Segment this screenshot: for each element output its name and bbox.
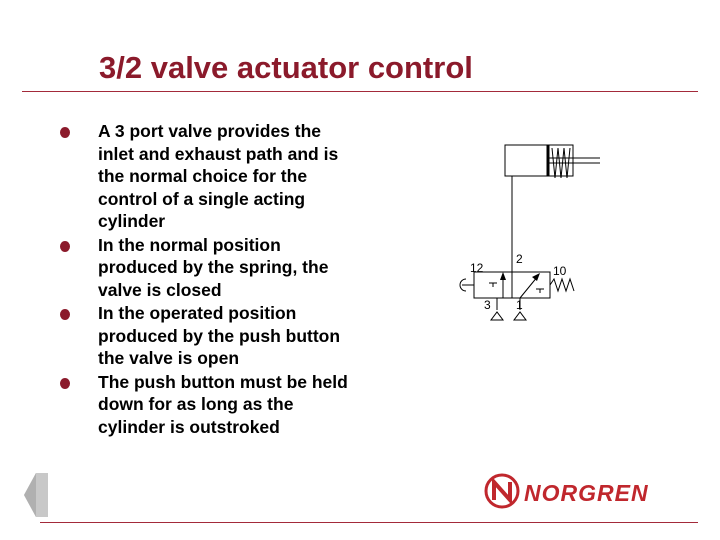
bullet-dot: [60, 378, 70, 389]
bullet-text: The push button must be held down for as long as the cylinder is outstroked: [98, 371, 348, 437]
exhaust-symbol: [491, 312, 503, 320]
bullet-text: In the normal position produced by the spring, the valve is closed: [98, 234, 329, 300]
bullet-list: [60, 120, 360, 439]
logo-wordmark: NORGREN: [524, 480, 649, 506]
footer-divider: [40, 522, 698, 523]
norgren-logo: [484, 472, 696, 512]
bullet-text: A 3 port valve provides the inlet and exhaust path and is the normal choice for the control of a single acting cylinder: [98, 121, 339, 231]
port-label-2: 2: [516, 252, 523, 266]
port-label-1: 1: [516, 298, 523, 312]
left-arrow-icon[interactable]: [22, 470, 52, 520]
slide-title: 3/2 valve actuator control: [99, 50, 473, 85]
bullet-dot: [60, 309, 70, 320]
bullet-item: [60, 302, 360, 370]
port-label-3: 3: [484, 298, 491, 312]
port-label-10: 10: [553, 264, 567, 278]
port-label-12: 12: [470, 261, 484, 275]
supply-symbol: [514, 312, 526, 320]
bullet-text: In the operated position produced by the push button the valve is open: [98, 303, 341, 368]
title-divider: [22, 91, 698, 92]
valve-spring: [550, 279, 574, 291]
pneumatic-circuit-diagram: [450, 140, 600, 330]
bullet-item: [60, 120, 360, 233]
bullet-item: [60, 371, 360, 439]
bullet-item: [60, 234, 360, 302]
bullet-dot: [60, 241, 70, 252]
bullet-dot: [60, 127, 70, 138]
